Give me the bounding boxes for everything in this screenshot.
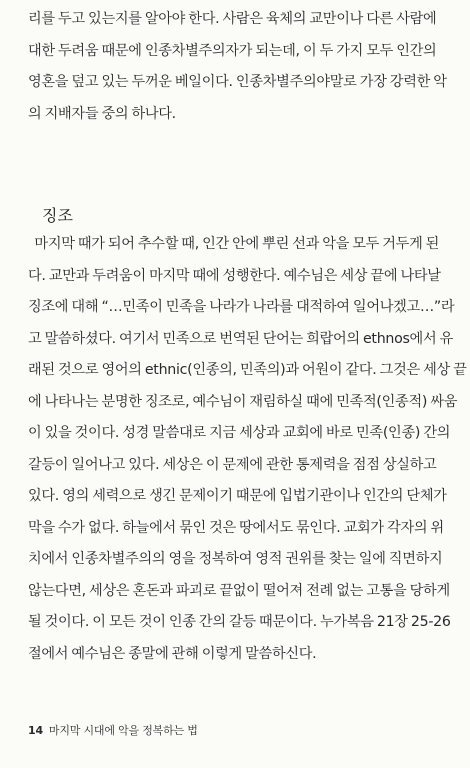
page-footer <box>28 722 198 738</box>
paragraph-line: 영혼을 덮고 있는 두꺼운 베일이다. 인종차별주의야말로 가장 강력한 악 <box>28 74 447 90</box>
paragraph-line: 막을 수가 없다. 하늘에서 묶인 것은 땅에서도 묶인다. 교회가 각자의 위 <box>28 519 444 536</box>
paragraph-line: 에 나타나는 분명한 징조로, 예수님이 재림하실 때에 민족적(인종적) 싸움 <box>28 393 458 410</box>
paragraph-line: 고 말씀하셨다. 여기서 민족으로 번역된 단어는 희랍어의 ethnos에서 유 <box>28 330 453 347</box>
paragraph-line: 의 지배자들 중의 하나다. <box>28 105 176 122</box>
paragraph-line: 치에서 인종차별주의의 영을 정복하여 영적 권위를 찾는 일에 직면하지 <box>28 551 443 567</box>
page-number: 14 <box>28 724 43 737</box>
paragraph-line: 다. 교만과 두려움이 마지막 때에 성행한다. 예수님은 세상 끝에 나타날 <box>28 267 441 284</box>
paragraph-line: 래된 것으로 영어의 ethnic(인종의, 민족의)과 어원이 같다. 그것은 세상 끝 <box>28 362 467 378</box>
paragraph-line: 리를 두고 있는지를 알아야 한다. 사람은 육체의 교만이나 다른 사람에 <box>28 11 437 27</box>
paragraph-line: 징조에 대해 “…민족이 민족을 나라가 나라를 대적하여 일어나겠고…”라 <box>28 299 455 315</box>
paragraph-line: 절에서 예수님은 종말에 관해 이렇게 말씀하신다. <box>28 645 317 662</box>
paragraph-line: 될 것이다. 이 모든 것이 인종 간의 갈등 때문이다. 누가복음 21장 25-26 <box>28 614 451 630</box>
section-body <box>28 229 467 670</box>
paragraph-line: 이 있을 것이다. 성경 말씀대로 지금 세상과 교회에 바로 민족(인종) 간의 <box>28 425 451 441</box>
paragraph-line: 대한 두려움 때문에 인종차별주의자가 되는데, 이 두 가지 모두 인간의 <box>28 42 437 59</box>
paragraph-line: 마지막 때가 되어 추수할 때, 인간 안에 뿌린 선과 악을 모두 거두게 된 <box>28 236 440 252</box>
paragraph-line: 않는다면, 세상은 혼돈과 파괴로 끝없이 떨어져 전례 없는 고통을 당하게 <box>28 582 450 599</box>
top-paragraph <box>28 4 453 130</box>
section-heading: 징조 <box>42 206 73 225</box>
book-title: 마지막 시대에 악을 정복하는 법 <box>48 724 198 737</box>
paragraph-line: 있다. 영의 세력으로 생긴 문제이기 때문에 입법기관이나 인간의 단체가 <box>28 488 447 504</box>
paragraph-line: 갈등이 일어나고 있다. 세상은 이 문제에 관한 통제력을 점점 상실하고 <box>28 456 437 473</box>
